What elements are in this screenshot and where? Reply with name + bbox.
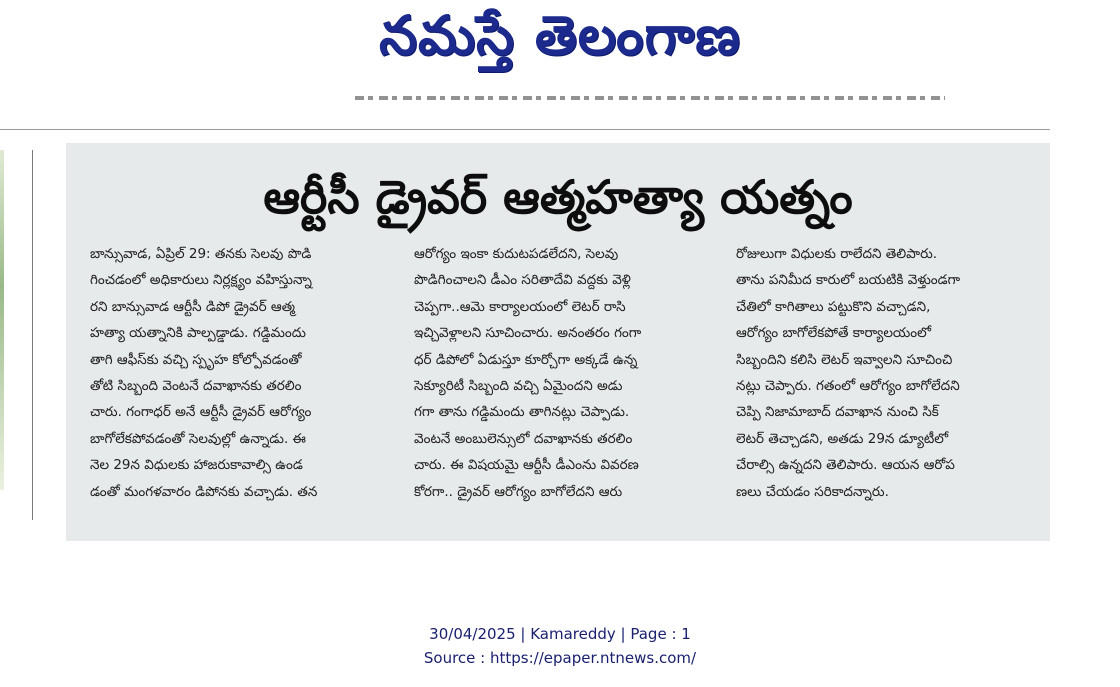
article-line: రోజులుగా విధులకు రాలేదని తెలిపారు. bbox=[736, 246, 938, 262]
article-line: బాగోలేకపోవడంతో సెలవుల్లో ఉన్నాడు. ఈ bbox=[90, 430, 306, 447]
article-headline: ఆర్టీసీ డ్రైవర్ ఆత్మహత్యా యత్నం bbox=[263, 170, 853, 224]
cropped-text-line bbox=[355, 96, 945, 100]
article-line: సిబ్బందిని కలిసి లెటర్ ఇవ్వాలని సూచించి bbox=[736, 351, 953, 368]
article-line: తోటి సిబ్బంది వెంటనే దవాఖానకు తరలిం bbox=[90, 377, 302, 394]
article-line: డంతో మంగళవారం డిపోనకు వచ్చాడు. తన bbox=[90, 483, 318, 500]
cropped-text-strip bbox=[355, 92, 945, 104]
article-line: చెప్పగా..ఆమె కార్యాలయంలో లెటర్ రాసి bbox=[414, 298, 626, 315]
article-line: రని బాన్సువాడ ఆర్టీసీ డిపో డ్రైవర్ ఆత్మ bbox=[90, 298, 295, 315]
article-column-2 bbox=[414, 241, 716, 521]
article-line: చారు. గంగాధర్ అనే ఆర్టీసీ డ్రైవర్ ఆరోగ్యం bbox=[90, 404, 312, 421]
column-rule bbox=[32, 150, 33, 520]
article-line: బాన్సువాడ, ఏప్రిల్ 29: తనకు సెలవు పొడి bbox=[90, 246, 312, 262]
page-footer bbox=[0, 622, 1120, 670]
article-line: గగా తాను గడ్డిమందు తాగినట్లు చెప్పాడు. bbox=[414, 404, 630, 421]
article-line: కోరగా.. డ్రైవర్ ఆరోగ్యం బాగోలేదని ఆరు bbox=[414, 483, 623, 500]
article-line: తాను పనిమీద కారులో బయటికి వెళ్తుండగా bbox=[736, 272, 961, 289]
article-line: ఇచ్చివెళ్లాలని సూచించారు. అనంతరం గంగా bbox=[414, 325, 642, 342]
article-line: నెల 29న విధులకు హాజరుకావాల్సి ఉండ bbox=[90, 457, 303, 474]
article-line: వెంటనే అంబులెన్సులో దవాఖానకు తరలిం bbox=[414, 430, 633, 447]
article-line: నట్లు చెప్పారు. గతంలో ఆరోగ్యం బాగోలేదని bbox=[736, 377, 960, 394]
adjacent-clipping-edge bbox=[0, 150, 4, 490]
article-line: చేరాల్సి ఉన్నదని తెలిపారు. ఆయన ఆరోప bbox=[736, 457, 955, 474]
article-column-1 bbox=[90, 241, 392, 521]
header-divider bbox=[0, 129, 1050, 130]
article-line: లెటర్ తెచ్చాడని, అతడు 29న డ్యూటీలో bbox=[736, 430, 949, 447]
article-line: తాగి ఆఫీస్‌కు వచ్చి స్పృహ కోల్పోవడంతో bbox=[90, 351, 302, 368]
article-line: గించడంలో అధికారులు నిర్లక్ష్యం వహిస్తున్నా bbox=[90, 272, 312, 289]
article-line: ఆరోగ్యం బాగోలేకపోతే కార్యాలయంలో bbox=[736, 325, 932, 342]
article-line: పొడిగించాలని డీఎం సరితాదేవి వద్దకు వెళ్లి bbox=[414, 272, 631, 289]
article-line: చెప్పి నిజామాబాద్ దవాఖాన నుంచి సిక్ bbox=[736, 404, 939, 421]
article-line: హత్యా యత్నానికి పాల్పడ్డాడు. గడ్డిమందు bbox=[90, 325, 306, 342]
article-line: ధర్ డిపోలో ఏడుస్తూ కూర్చోగా అక్కడే ఉన్న bbox=[414, 351, 638, 368]
source-link[interactable]: Source : https://epaper.ntnews.com/ bbox=[423, 649, 697, 667]
edition-info: 30/04/2025 | Kamareddy | Page : 1 bbox=[429, 625, 691, 643]
article-clipping bbox=[66, 143, 1050, 541]
masthead bbox=[0, 0, 1120, 86]
article-line: ణలు చేయడం సరికాదన్నారు. bbox=[736, 483, 889, 500]
article-line: ఆరోగ్యం ఇంకా కుదుటపడలేదని, సెలవు bbox=[414, 246, 619, 262]
article-line: చేతిలో కాగితాలు పట్టుకొని వచ్చాడని, bbox=[736, 298, 931, 315]
article-line: చారు. ఈ విషయమై ఆర్టీసీ డీఎంను వివరణ bbox=[414, 457, 639, 474]
article-column-3 bbox=[736, 241, 1038, 521]
newspaper-logo: నమస్తే తెలంగాణ bbox=[379, 3, 741, 67]
article-line: సెక్యూరిటీ సిబ్బంది వచ్చి ఏమైందని అడు bbox=[414, 377, 623, 394]
